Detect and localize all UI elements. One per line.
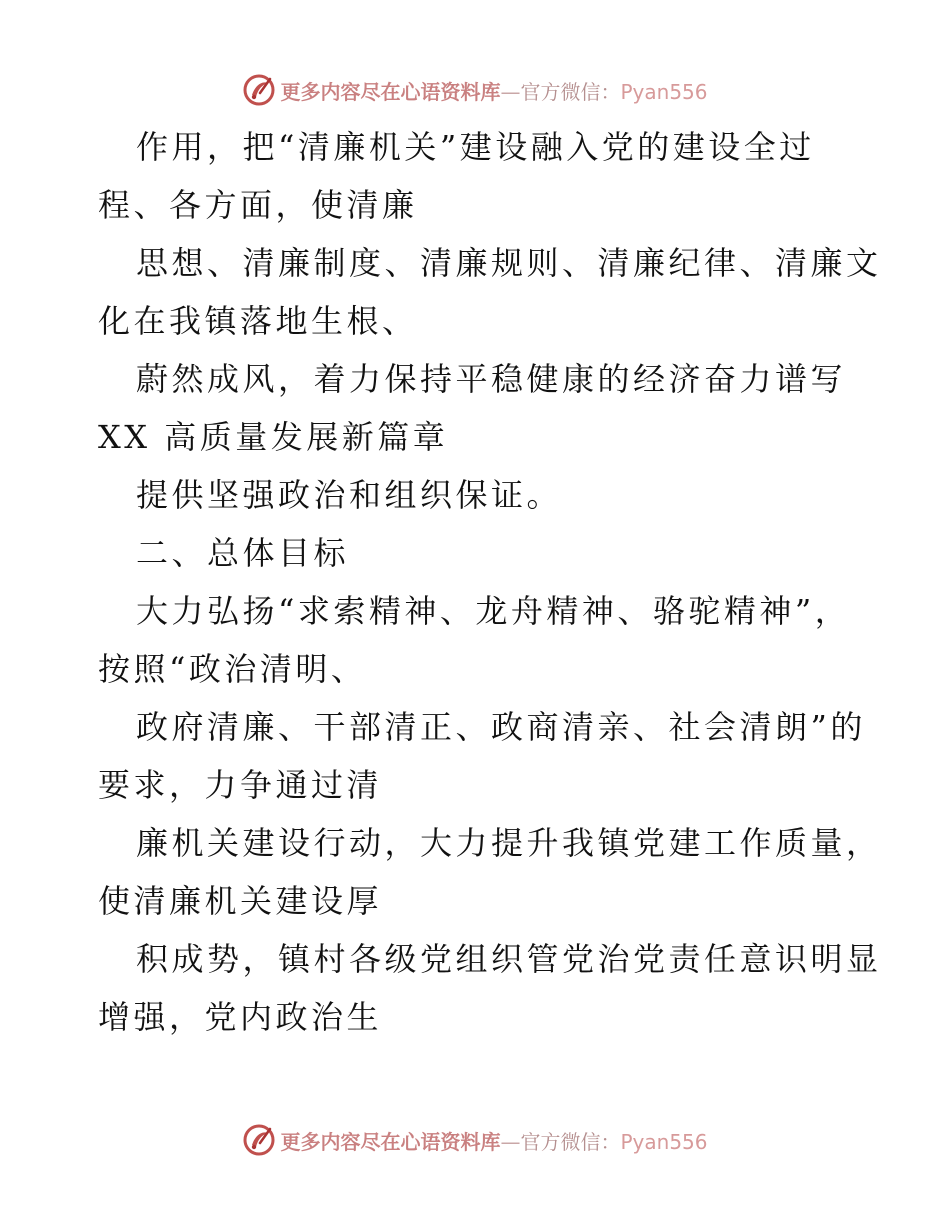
text-line: 大力弘扬“求索精神、龙舟精神、骆驼精神”， (136, 592, 851, 630)
text-line: 积成势，镇村各级党组织管党治党责任意识明显 (136, 940, 882, 978)
text-line: 提供坚强政治和组织保证。 (136, 476, 563, 514)
text-line: 增强，党内政治生 (98, 998, 383, 1036)
text-line: 要求，力争通过清 (98, 766, 383, 804)
text-line: 化在我镇落地生根、 (98, 302, 418, 340)
text-line: 思想、清廉制度、清廉规则、清廉纪律、清廉文 (136, 244, 882, 282)
footer-banner-handle: Pyan556 (620, 1129, 708, 1154)
header-banner (0, 70, 950, 110)
logo-icon (242, 73, 276, 107)
footer-banner-text (280, 1126, 707, 1155)
header-banner-handle: Pyan556 (620, 79, 708, 104)
logo-icon (242, 1123, 276, 1157)
footer-banner-official: 官方微信： (520, 1129, 621, 1154)
section-heading: 二、总体目标 (136, 534, 350, 572)
footer-banner-sep: — (500, 1129, 521, 1154)
text-line: 蔚然成风，着力保持平稳健康的经济奋力谱写 (136, 360, 847, 398)
footer-banner-main: 更多内容尽在心语资料库 (280, 1129, 501, 1154)
text-line: 按照“政治清明、 (98, 650, 367, 688)
text-line: 廉机关建设行动，大力提升我镇党建工作质量， (136, 824, 882, 862)
text-line: XX 高质量发展新篇章 (98, 418, 449, 456)
header-banner-main: 更多内容尽在心语资料库 (280, 79, 501, 104)
header-banner-official: 官方微信： (520, 79, 621, 104)
text-line: 程、各方面，使清廉 (98, 186, 418, 224)
footer-banner (0, 1120, 950, 1160)
text-line: 使清廉机关建设厚 (98, 882, 383, 920)
header-banner-text (280, 76, 707, 105)
header-banner-sep: — (500, 79, 521, 104)
text-line: 作用，把“清廉机关”建设融入党的建设全过 (136, 128, 815, 166)
document-body (98, 118, 888, 1046)
text-line: 政府清廉、干部清正、政商清亲、社会清朗”的 (136, 708, 866, 746)
